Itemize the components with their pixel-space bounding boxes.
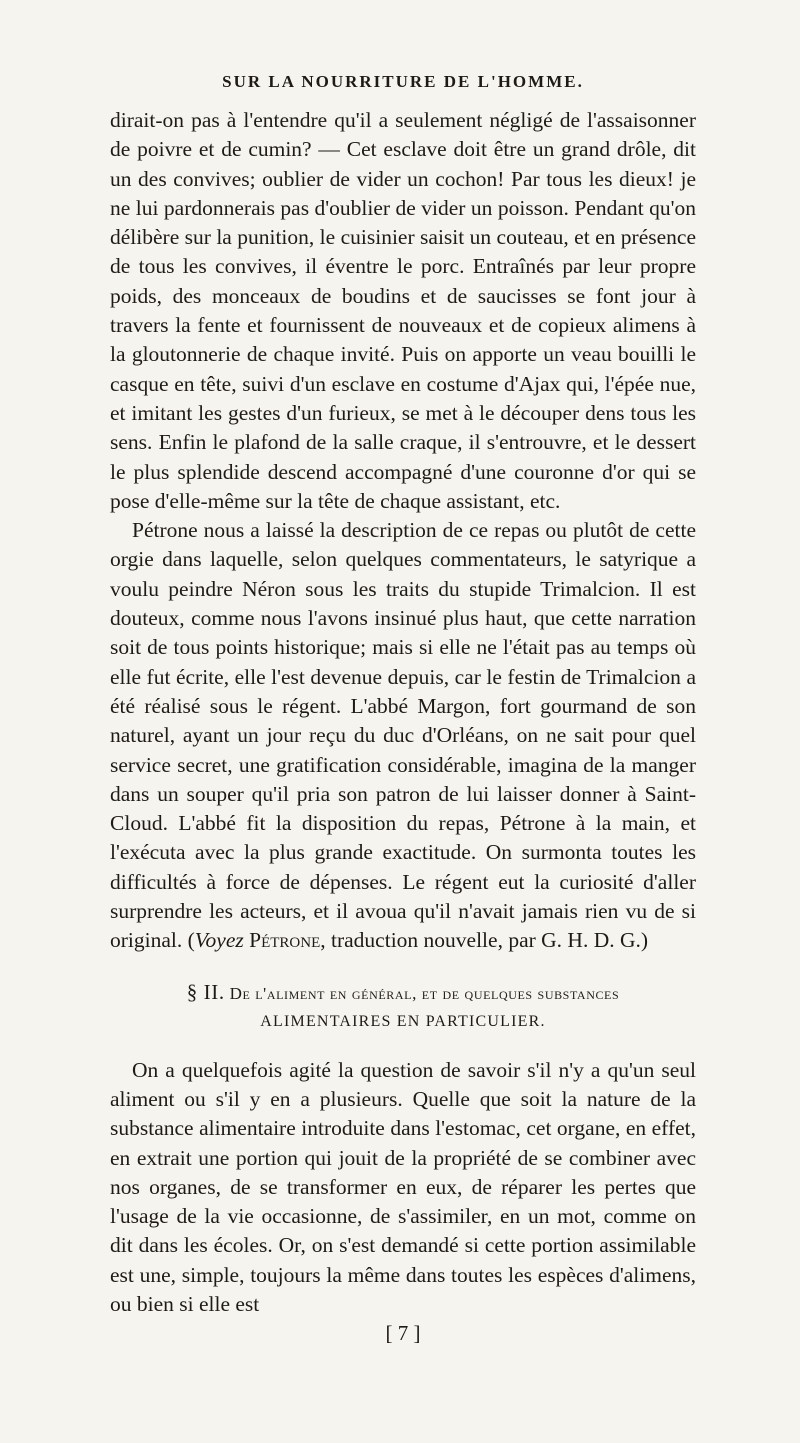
reference-author: Pétrone bbox=[249, 928, 321, 953]
reference-open: ( bbox=[187, 928, 195, 953]
paragraph: On a quelquefois agité la question de savoir s'il n'y a qu'un seul aliment ou s'il y en a plusieurs. Quelle que soit la nature de la substance alimentaire introduite dans l'estomac, cet organe, en effet, en extrait une portion qui jouit de la propriété de se combiner avec nos organes, de se transformer en eux, de réparer les pertes que l'usage de la vie occasionne, de s'assimiler, en un mot, comme on dit dans les écoles. Or, on s'est demandé si cette portion assimilable est une, simple, toujours la même dans toutes les espèces d'alimens, ou bien si elle est bbox=[110, 1057, 696, 1316]
paragraph-text: Pétrone nous a laissé la description de ce repas ou plutôt de cette orgie dans laquelle, selon quelques commentateurs, le satyrique a voulu peindre Néron sous les traits du stupide Trimalcion. Il est douteux, comme nous l'avons insinué plus haut, que cette narration soit de tous points historique; mais si elle ne l'était pas au temps où elle fut écrite, elle l'est devenue depuis, car le festin de Trimalcion a été réalisé sous le régent. L'abbé Margon, fort gourmand de son naturel, ayant un jour reçu du duc d'Orléans, on ne sait pour quel service secret, une gratification considérable, imagina de la manger dans un souper qu'il pria son patron de lui laisser donner à Saint-Cloud. L'abbé fit la disposition du repas, Pétrone à la main, et l'exécuta avec la plus grande exactitude. On surmonta toutes les difficultés à force de dépenses. Le régent eut la curiosité d'aller surprendre les acteurs, et il avoua qu'il n'avait jamais rien vu de si original. bbox=[110, 518, 696, 953]
body-text bbox=[110, 106, 696, 1319]
reference-rest: , traduction nouvelle, par G. H. D. G.) bbox=[320, 928, 649, 953]
reference-voyez: Voyez bbox=[194, 928, 244, 953]
page-number: [ 7 ] bbox=[385, 1321, 421, 1346]
section-heading bbox=[110, 978, 696, 1036]
section-title-line-2: ALIMENTAIRES EN PARTICULIER. bbox=[260, 1012, 546, 1030]
paragraph bbox=[110, 516, 696, 955]
section-number: § II. bbox=[186, 979, 225, 1004]
paragraph: dirait-on pas à l'entendre qu'il a seulement négligé de l'assaisonner de poivre et de cumin? — Cet esclave doit être un grand drôle, dit un des convives; oublier de vider un cochon! Par tous les dieux! je ne lui pardonnerais pas d'oublier de vider un poisson. Pendant qu'on délibère sur la punition, le cuisinier saisit un couteau, et en présence de tous les convives, il éventre le porc. Entraînés par leur propre poids, des monceaux de boudins et de saucisses se font jour à travers la fente et fournissent de nouveaux et de copieux alimens à la gloutonnerie de chaque invité. Puis on apporte un veau bouilli le casque en tête, suivi d'un esclave en costume d'Ajax qui, l'épée nue, et imitant les gestes d'un furieux, se met à le découper dens tous les sens. Enfin le plafond de la salle craque, il s'entrouvre, et le dessert le plus splendide descend accompagné d'une couronne d'or qui se pose d'elle-même sur la tête de chaque assistant, etc. bbox=[110, 108, 696, 513]
running-head: SUR LA NOURRITURE DE L'HOMME. bbox=[222, 72, 584, 91]
section-title-line-1: De l'aliment en général, et de quelques substances bbox=[229, 983, 620, 1003]
